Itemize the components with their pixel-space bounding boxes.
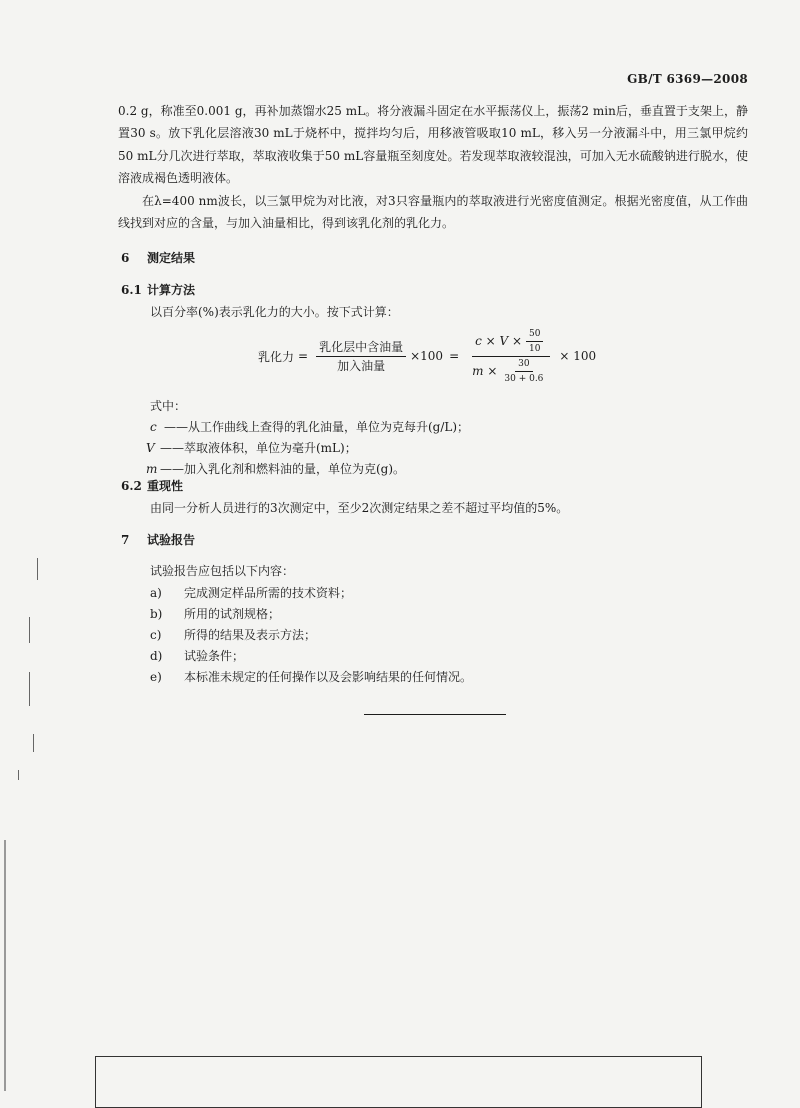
scan-edge [4,840,6,1091]
section-7-number: 7 [121,533,130,547]
calc-method-text: 以百分率(%)表示乳化力的大小。按下式计算： [150,305,399,319]
item-e-text: 本标准未规定的任何操作以及会影响结果的任何情况。 [184,670,473,684]
section-6-1-title: 计算方法 [147,283,196,297]
report-item-d [150,647,244,664]
end-of-document-rule [364,714,506,715]
numerator-prefix: c × V × [475,334,523,348]
scan-mark [18,770,19,780]
report-intro: 试验报告应包括以下内容： [150,564,295,578]
section-6-2-number: 6.2 [121,479,142,493]
measurement-paragraph: 在λ=400 nm波长，以三氯甲烷为对比液，对3只容量瓶内的萃取液进行光密度值测定。根据光密度值，从工作曲线找到对应的含量，与加入油量相比，得到该乳化剂的乳化力。 [118,194,748,231]
small-frac-bot-1: 10 [529,343,541,354]
small-frac-top-2: 30 [515,359,532,372]
item-b-text: 所用的试剂规格； [184,607,281,621]
fraction-1-denominator: 加入油量 [337,358,386,373]
fraction-1-numerator: 乳化层中含油量 [316,340,406,357]
numerator-small-fraction [526,329,543,354]
fraction-2-denominator [469,357,553,384]
item-d-text: 试验条件； [184,649,245,663]
formula-fraction-1 [316,340,406,373]
intro-paragraph: 0.2 g，称准至0.001 g，再补加蒸馏水25 mL。将分液漏斗固定在水平振荡仪上，振荡2 min后，垂直置于支架上，静置30 s。放下乳化层溶液30 mL于烧杯中，搅拌均匀后，用移液管吸取10 mL，移入另一分液漏斗中，用三氯甲烷约50 mL分几次进行萃取，萃取液收集于50 mL容量瓶至刻度处。若发现萃取液较混浊，可加入无水硫酸钠进行脱水，使溶液成褐色透明液体。 [118,104,748,186]
small-frac-bot-2: 30 + 0.6 [504,373,544,384]
item-e-label: e) [150,670,162,684]
denominator-prefix: m × [472,364,498,378]
formula-times-100-a: ×100 [410,349,444,363]
emulsifying-power-formula [258,326,596,386]
variable-c-desc: ——从工作曲线上查得的乳化油量，单位为克每升(g/L)； [164,420,470,434]
bottom-frame [95,1056,702,1108]
variable-v-desc: ——萃取液体积，单位为毫升(mL)； [160,441,357,455]
denominator-small-fraction [501,359,546,384]
report-item-a [150,584,352,601]
section-6-title: 测定结果 [147,251,196,265]
scan-mark [37,558,38,580]
item-a-text: 完成测定样品所需的技术资料； [184,586,353,600]
item-a-label: a) [150,586,162,600]
section-6-heading [121,249,195,266]
report-item-e [150,668,472,685]
reproducibility-text: 由同一分析人员进行的3次测定中，至少2次测定结果之差不超过平均值的5%。 [150,501,569,515]
variable-m-desc: ——加入乳化剂和燃料油的量，单位为克(g)。 [160,462,406,476]
formula-times-100-b: × 100 [559,349,597,363]
section-7-title: 试验报告 [147,533,196,547]
scan-mark [29,672,30,706]
variable-m [146,460,405,477]
fraction-2-numerator [472,329,550,357]
report-item-b [150,605,280,622]
variable-c-symbol: c [150,420,157,434]
variable-c [150,418,469,435]
scan-mark [29,617,30,643]
section-6-1-heading [121,281,195,298]
variable-v [146,439,357,456]
variable-m-symbol: m [146,462,158,476]
item-c-text: 所得的结果及表示方法； [184,628,317,642]
report-item-c [150,626,316,643]
formula-equals-1: = [298,349,309,363]
section-6-2-title: 重现性 [147,479,184,493]
section-6-1-number: 6.1 [121,283,142,297]
section-6-number: 6 [121,251,130,265]
section-7-heading [121,531,195,548]
scan-mark [33,734,34,752]
section-6-2-heading [121,477,183,494]
item-d-label: d) [150,649,163,663]
formula-equals-2: = [449,349,460,363]
small-frac-top-1: 50 [526,329,543,342]
item-c-label: c) [150,628,162,642]
formula-lhs: 乳化力 [258,349,295,364]
formula-fraction-2 [469,329,553,384]
standard-code: GB/T 6369—2008 [627,72,748,86]
where-label: 式中： [150,399,187,413]
variable-v-symbol: V [146,441,155,455]
item-b-label: b) [150,607,163,621]
